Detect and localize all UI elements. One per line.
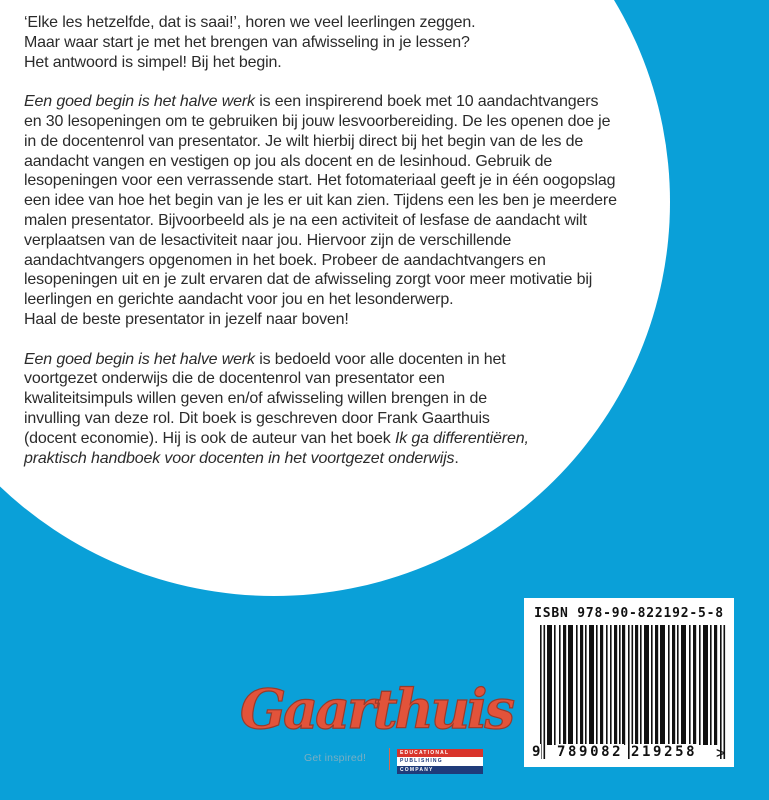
text-line: een idee van hoe het begin van je les er uit kan zien. Tijdens een les ben je meerdere bbox=[24, 192, 617, 210]
text-line: kwaliteitsimpuls willen geven en/of afwisseling willen brengen in de bbox=[24, 390, 487, 408]
text-line bbox=[24, 429, 644, 449]
intro-paragraph bbox=[24, 13, 644, 72]
text-line: Het antwoord is simpel! Bij het begin. bbox=[24, 53, 282, 71]
badge-line: PUBLISHING bbox=[397, 757, 483, 765]
gaarthuis-wordmark-icon bbox=[236, 672, 516, 742]
text-line: aandacht vangen en vestigen op jou als docent en de lesinhoud. Gebruik de bbox=[24, 152, 553, 170]
text-line bbox=[24, 350, 644, 370]
barcode-digits-left: 789082 bbox=[557, 744, 624, 760]
other-book-title-italic: praktisch handboek voor docenten in het voortgezet onderwijs bbox=[24, 449, 455, 467]
text-line bbox=[24, 92, 644, 112]
barcode-bars-icon bbox=[538, 625, 728, 759]
text-line: en 30 lesopeningen om te gebruiken bij jouw lesvoorbereiding. De les openen doe je bbox=[24, 112, 611, 130]
educational-publishing-badge bbox=[397, 749, 483, 774]
logo-divider bbox=[389, 748, 390, 770]
text-fragment: is een inspirerend boek met 10 aandachtvangers bbox=[254, 93, 599, 111]
text-line: malen presentator. Bijvoorbeeld als je na een activiteit of lesfase de aandacht wilt bbox=[24, 211, 587, 229]
text-line: verplaatsen van de lesactiviteit naar jou. Hiervoor zijn de verschillende bbox=[24, 231, 512, 249]
text-line: invulling van deze rol. Dit boek is geschreven door Frank Gaarthuis bbox=[24, 409, 490, 427]
svg-text:Gaarthuis: Gaarthuis bbox=[240, 677, 515, 741]
text-line: aandachtvangers opgenomen in het boek. Probeer de aandachtvangers en bbox=[24, 251, 546, 269]
book-title-italic: Een goed begin is het halve werk bbox=[24, 350, 255, 368]
text-line: Haal de beste presentator in jezelf naar boven! bbox=[24, 310, 349, 328]
barcode-digit-first: 9 bbox=[532, 744, 541, 760]
isbn-label: ISBN 978-90-822192-5-8 bbox=[534, 606, 724, 621]
text-line: Maar waar start je met het brengen van afwisseling in je lessen? bbox=[24, 33, 470, 51]
text-line: ‘Elke les hetzelfde, dat is saai!’, horen we veel leerlingen zeggen. bbox=[24, 14, 476, 31]
badge-line: COMPANY bbox=[397, 766, 483, 774]
audience-paragraph bbox=[24, 350, 644, 469]
barcode-digits-right: 219258 bbox=[631, 744, 698, 760]
text-line: voortgezet onderwijs die de docentenrol van presentator een bbox=[24, 370, 445, 388]
text-fragment: . bbox=[454, 449, 459, 467]
text-line bbox=[24, 449, 644, 469]
quiet-zone-arrow-icon: > bbox=[716, 743, 726, 762]
text-line: lesopeningen uit en je zult ervaren dat de afwisseling zorgt voor meer motivatie bij bbox=[24, 271, 593, 289]
description-paragraph bbox=[24, 92, 644, 330]
text-line: lesopeningen voor een verrassende start. Het fotomateriaal geeft je in één oogopslag bbox=[24, 172, 616, 190]
blurb-text bbox=[24, 13, 644, 488]
text-line: leerlingen en gerichte aandacht voor jou en het lesonderwerp. bbox=[24, 291, 454, 309]
text-line: in de docentenrol van presentator. Je wilt hierbij direct bij het begin van de les de bbox=[24, 132, 584, 150]
book-title-italic: Een goed begin is het halve werk bbox=[24, 93, 255, 111]
badge-line: EDUCATIONAL bbox=[397, 749, 483, 757]
isbn-barcode bbox=[524, 598, 734, 767]
publisher-logo bbox=[236, 672, 516, 782]
tagline: Get inspired! bbox=[304, 752, 367, 764]
barcode-digits bbox=[524, 744, 734, 764]
text-fragment: (docent economie). Hij is ook de auteur van het boek bbox=[24, 429, 395, 447]
other-book-title-italic: Ik ga differentiëren, bbox=[394, 429, 529, 447]
text-fragment: is bedoeld voor alle docenten in het bbox=[254, 350, 506, 368]
